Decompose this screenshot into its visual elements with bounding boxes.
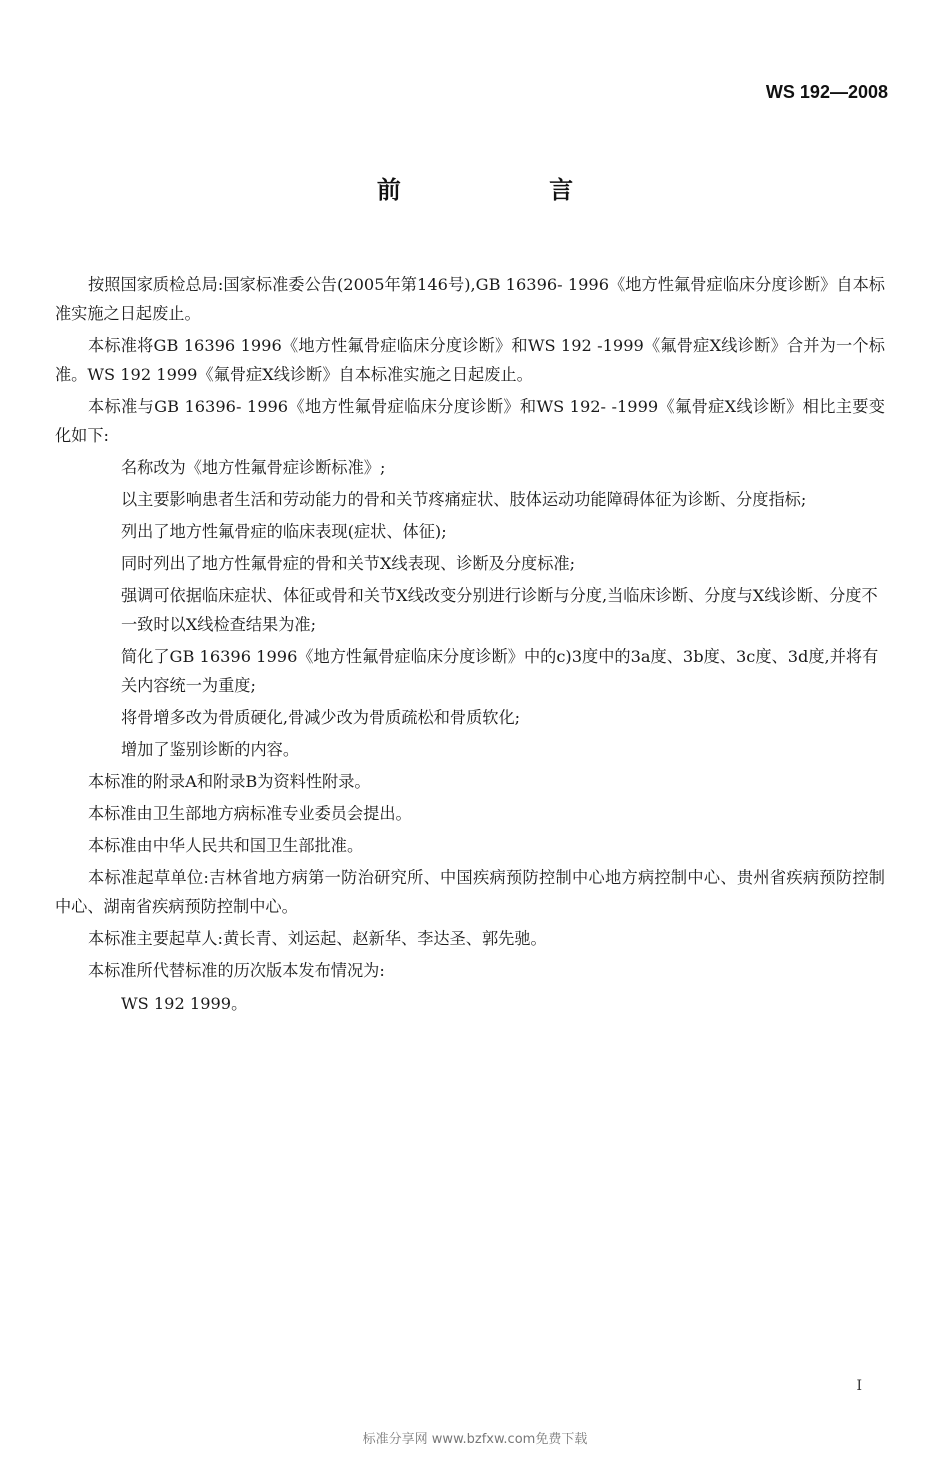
- paragraph-appendix: 本标准的附录A和附录B为资料性附录。: [88, 772, 371, 791]
- change-item: 以主要影响患者生活和劳动能力的骨和关节疼痛症状、肢体运动功能障碍体征为诊断、分度指标;: [121, 490, 807, 509]
- change-item: 增加了鉴别诊断的内容。: [121, 740, 300, 759]
- paragraph-version-history: 本标准所代替标准的历次版本发布情况为:: [88, 961, 385, 980]
- previous-version: WS 192 1999。: [121, 994, 248, 1013]
- document-body: [55, 270, 885, 1018]
- page-number: I: [856, 1378, 862, 1394]
- paragraph-drafting-units: 本标准起草单位:吉林省地方病第一防治研究所、中国疾病预防控制中心地方病控制中心、贵州省疾病预防控制中心、湖南省疾病预防控制中心。: [55, 868, 885, 916]
- page-title: 前 言: [376, 176, 644, 204]
- paragraph-proposed-by: 本标准由卫生部地方病标准专业委员会提出。: [88, 804, 412, 823]
- paragraph-merge: 本标准将GB 16396 1996《地方性氟骨症临床分度诊断》和WS 192 -1999《氟骨症X线诊断》合并为一个标准。WS 192 1999《氟骨症X线诊断》自本标准实施之日起废止。: [55, 336, 885, 384]
- paragraph-approved-by: 本标准由中华人民共和国卫生部批准。: [88, 836, 364, 855]
- change-item: 列出了地方性氟骨症的临床表现(症状、体征);: [121, 522, 447, 541]
- paragraph-drafters: 本标准主要起草人:黄长青、刘运起、赵新华、李达圣、郭先驰。: [88, 929, 547, 948]
- change-item: 简化了GB 16396 1996《地方性氟骨症临床分度诊断》中的c)3度中的3a度、3b度、3c度、3d度,并将有关内容统一为重度;: [121, 647, 879, 695]
- change-item: 同时列出了地方性氟骨症的骨和关节X线表现、诊断及分度标准;: [121, 554, 576, 573]
- changes-list: [55, 453, 885, 764]
- change-item: 名称改为《地方性氟骨症诊断标准》;: [121, 458, 386, 477]
- paragraph-changes-intro: 本标准与GB 16396- 1996《地方性氟骨症临床分度诊断》和WS 192- -1999《氟骨症X线诊断》相比主要变化如下:: [55, 397, 885, 445]
- change-item: 强调可依据临床症状、体征或骨和关节X线改变分别进行诊断与分度,当临床诊断、分度与X线诊断、分度不一致时以X线检查结果为准;: [121, 586, 878, 634]
- paragraph-announcement: 按照国家质检总局:国家标准委公告(2005年第146号),GB 16396- 1996《地方性氟骨症临床分度诊断》自本标准实施之日起废止。: [55, 275, 885, 323]
- footer-watermark: 标准分享网 www.bzfxw.com免费下载: [362, 1432, 588, 1447]
- change-item: 将骨增多改为骨质硬化,骨减少改为骨质疏松和骨质软化;: [121, 708, 521, 727]
- standard-number: WS 192—2008: [765, 82, 888, 102]
